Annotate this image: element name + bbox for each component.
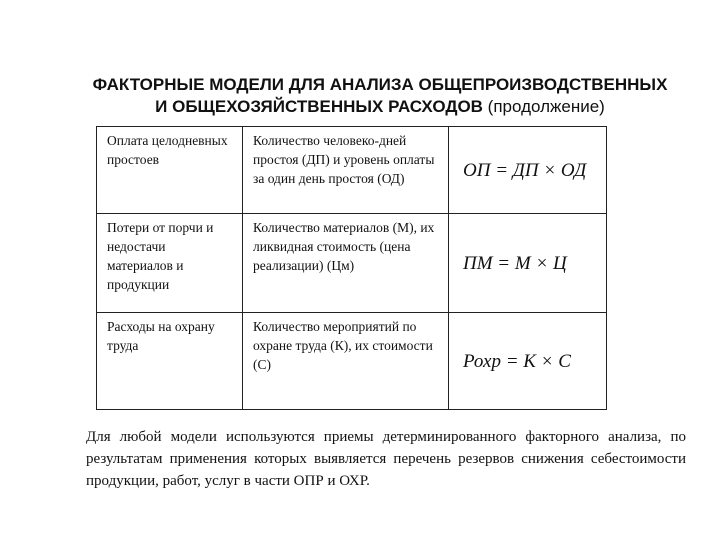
title-continuation: (продолжение) [487,97,605,116]
expense-name-cell: Потери от порчи и недостачи материалов и продукции [97,214,243,313]
table-row [97,214,607,313]
summary-paragraph: Для любой модели используются приемы детерминированного факторного анализа, по результатам применения которых выявляется перечень резервов снижения себестоимости продукции, работ, услуг в части ОПР и ОХР. [86,429,686,489]
formula-cell: ПМ = М × Ц [449,214,607,313]
expense-name-cell: Оплата целодневных простоев [97,127,243,214]
factors-cell: Количество мероприятий по охране труда (К), их стоимости (С) [243,313,449,410]
page-title [60,74,700,118]
formula-cell: ОП = ДП × ОД [449,127,607,214]
title-line-2-text: И ОБЩЕХОЗЯЙСТВЕННЫХ РАСХОДОВ [155,97,483,116]
factors-cell: Количество человеко-дней простоя (ДП) и уровень оплаты за один день простоя (ОД) [243,127,449,214]
title-line-1: ФАКТОРНЫЕ МОДЕЛИ ДЛЯ АНАЛИЗА ОБЩЕПРОИЗВОДСТВЕННЫХ [92,75,668,94]
table-row [97,127,607,214]
factors-cell: Количество материалов (М), их ликвидная стоимость (цена реализации) (Цм) [243,214,449,313]
expense-name-cell: Расходы на охрану труда [97,313,243,410]
factor-models-table [96,126,607,410]
title-line-2 [60,96,700,118]
table-row [97,313,607,410]
formula-cell: Рохр = К × С [449,313,607,410]
